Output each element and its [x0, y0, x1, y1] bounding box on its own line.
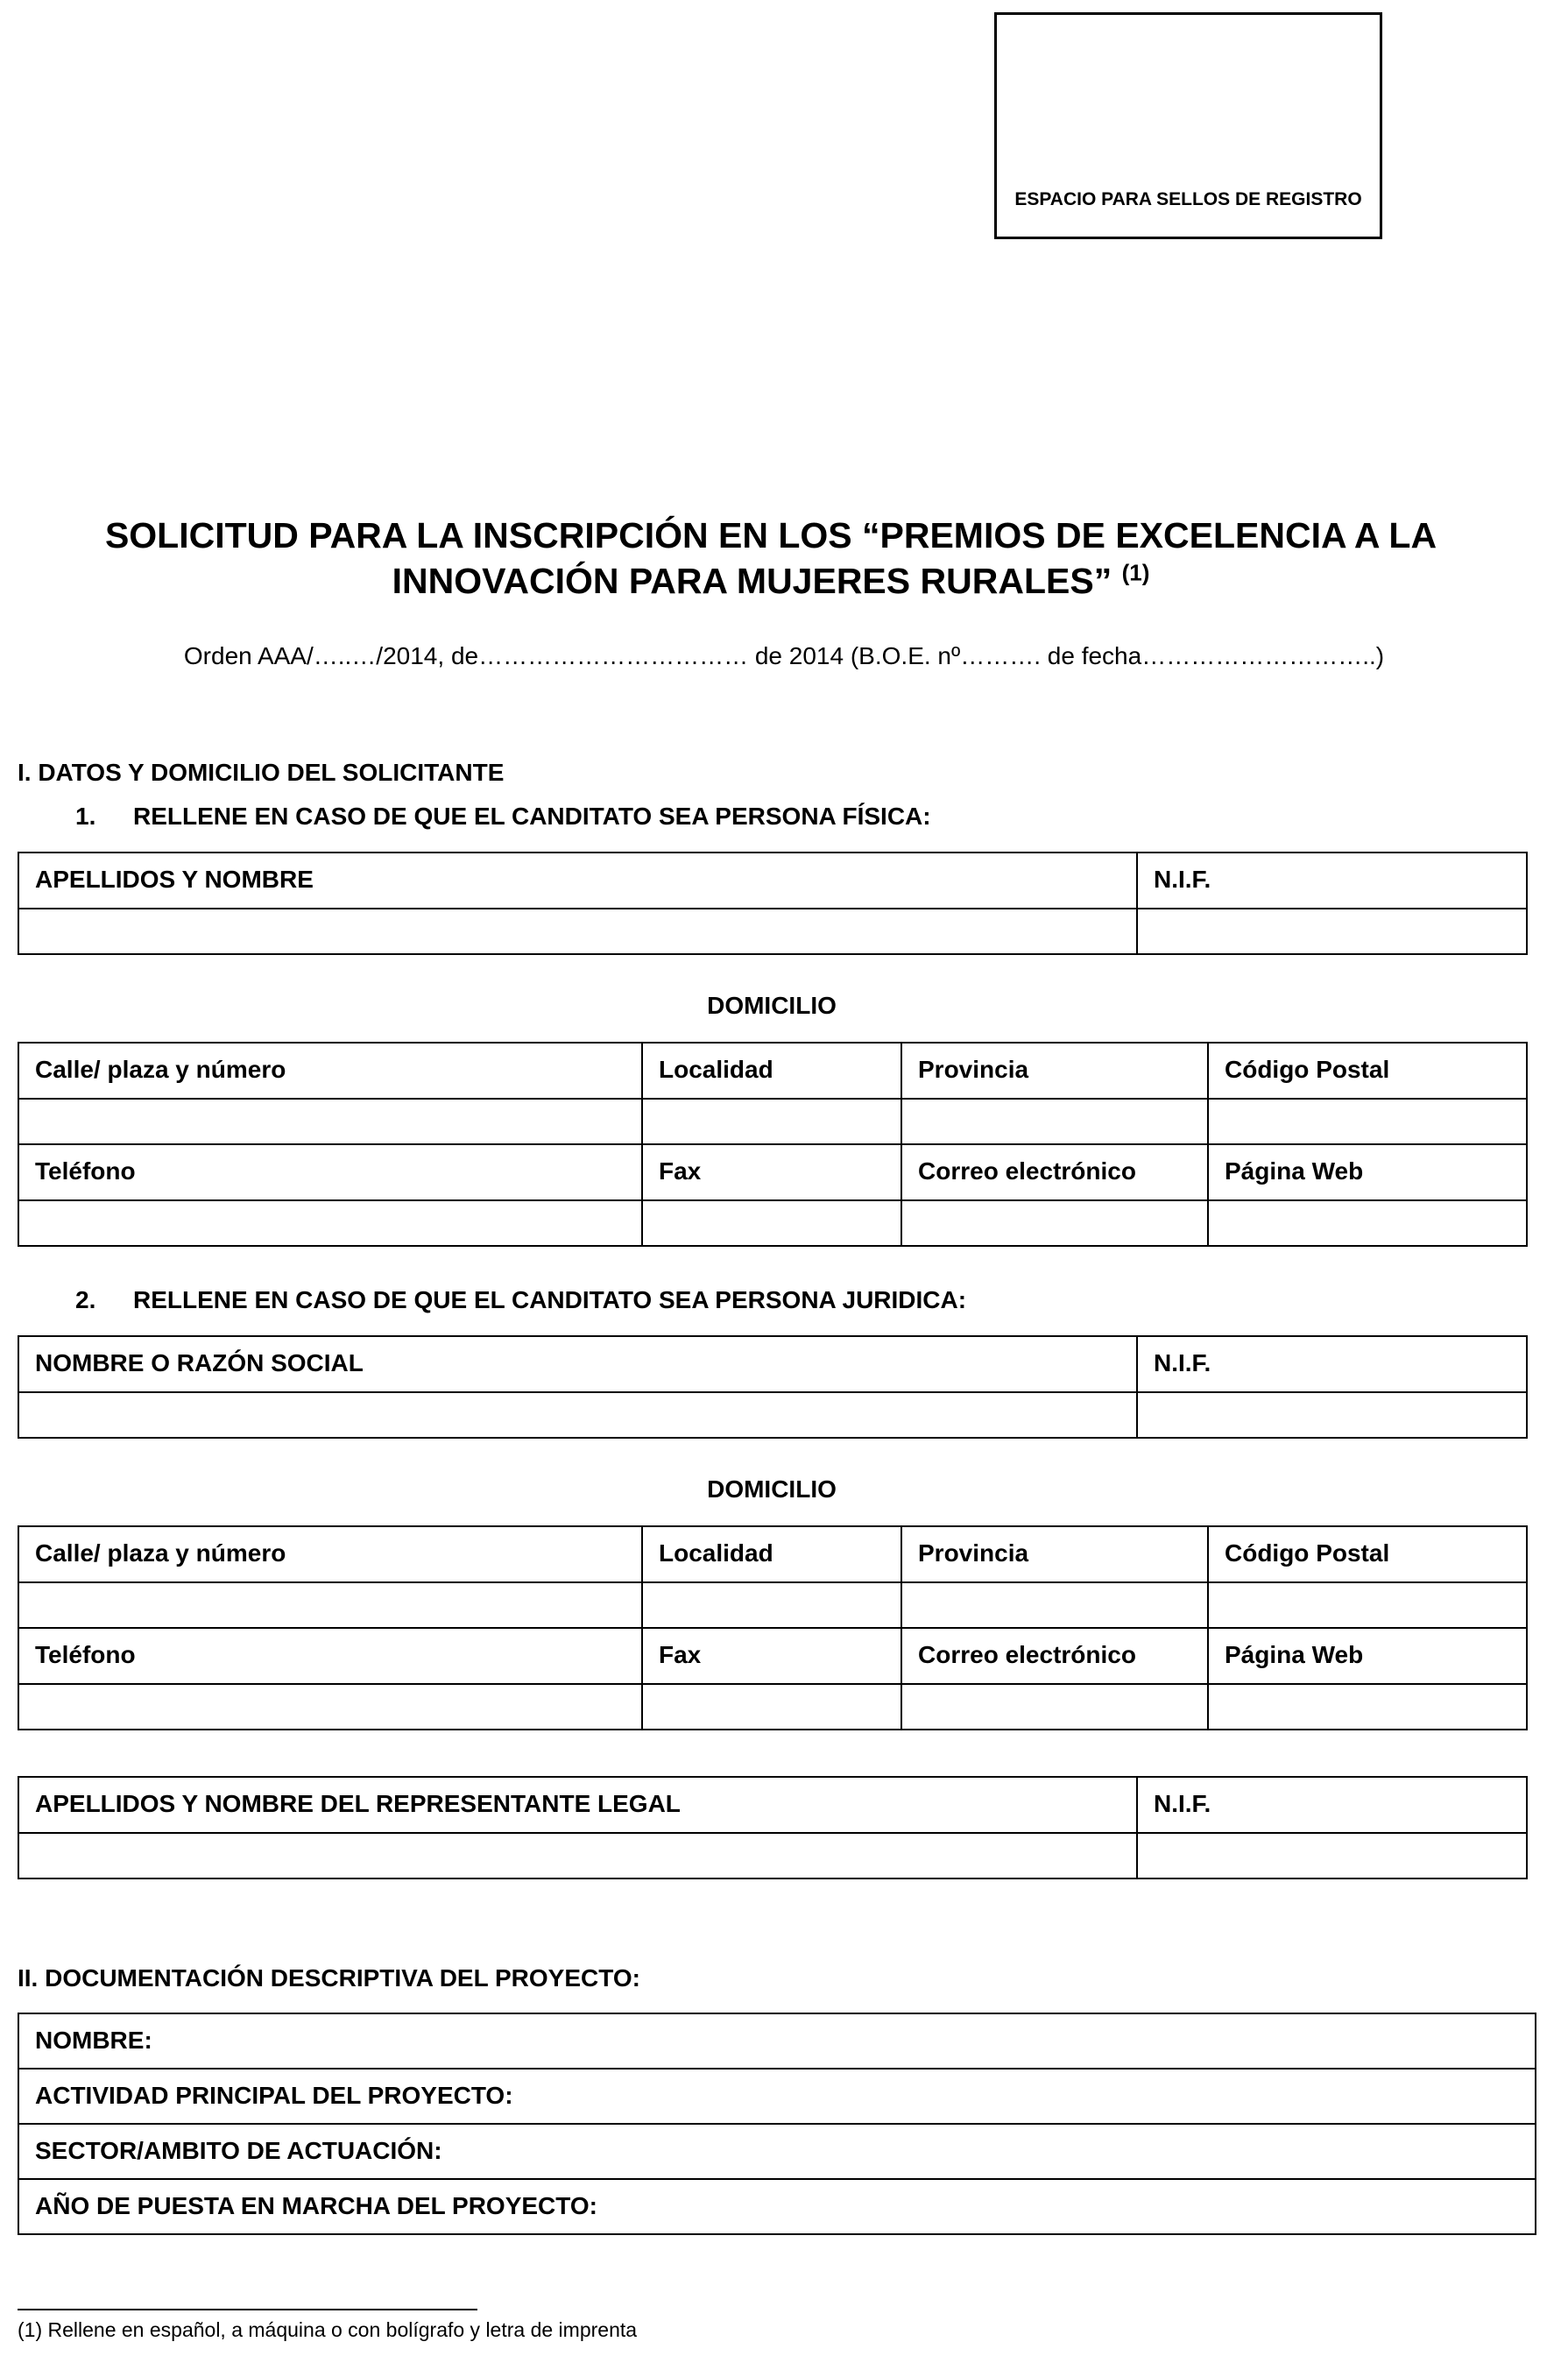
juridica-name-field[interactable]	[18, 1392, 1137, 1438]
juridica-locality-label: Localidad	[642, 1526, 901, 1582]
section-1-heading: I. DATOS Y DOMICILIO DEL SOLICITANTE	[18, 759, 505, 786]
representative-name-field[interactable]	[18, 1833, 1137, 1878]
juridica-street-field[interactable]	[18, 1582, 642, 1628]
fisica-province-label: Provincia	[901, 1043, 1208, 1099]
footnote-reference: (1)	[1121, 559, 1150, 586]
fisica-name-field[interactable]	[18, 909, 1137, 954]
fisica-website-field[interactable]	[1208, 1200, 1527, 1246]
legal-representative-table	[18, 1776, 1528, 1879]
juridica-domicilio-label: DOMICILIO	[707, 1475, 837, 1503]
fisica-street-field[interactable]	[18, 1099, 642, 1144]
juridica-nif-field[interactable]	[1137, 1392, 1527, 1438]
fisica-name-table	[18, 852, 1528, 955]
footnote-divider	[18, 2309, 477, 2310]
project-documentation-table	[18, 2013, 1536, 2235]
juridica-email-label: Correo electrónico	[901, 1628, 1208, 1684]
project-name-field[interactable]: NOMBRE:	[18, 2013, 1536, 2069]
title-line-2	[96, 558, 1445, 604]
fisica-heading-text: RELLENE EN CASO DE QUE EL CANDITATO SEA PERSONA FÍSICA:	[133, 803, 931, 830]
fisica-fax-field[interactable]	[642, 1200, 901, 1246]
juridica-street-label: Calle/ plaza y número	[18, 1526, 642, 1582]
juridica-locality-field[interactable]	[642, 1582, 901, 1628]
fisica-email-label: Correo electrónico	[901, 1144, 1208, 1200]
fisica-fax-label: Fax	[642, 1144, 901, 1200]
fisica-phone-field[interactable]	[18, 1200, 642, 1246]
fisica-province-field[interactable]	[901, 1099, 1208, 1144]
juridica-name-table	[18, 1335, 1528, 1439]
juridica-website-field[interactable]	[1208, 1684, 1527, 1730]
footnote: (1) Rellene en español, a máquina o con bolígrafo y letra de imprenta	[18, 2318, 638, 2341]
juridica-phone-field[interactable]	[18, 1684, 642, 1730]
juridica-website-label: Página Web	[1208, 1628, 1527, 1684]
title-line-1: SOLICITUD PARA LA INSCRIPCIÓN EN LOS “PREMIOS DE EXCELENCIA A LA	[104, 515, 1437, 555]
juridica-postal-code-label: Código Postal	[1208, 1526, 1527, 1582]
juridica-fax-label: Fax	[642, 1628, 901, 1684]
fisica-email-field[interactable]	[901, 1200, 1208, 1246]
fisica-website-label: Página Web	[1208, 1144, 1527, 1200]
juridica-email-field[interactable]	[901, 1684, 1208, 1730]
fisica-phone-label: Teléfono	[18, 1144, 642, 1200]
fisica-domicilio-table	[18, 1042, 1528, 1247]
representative-nif-field[interactable]	[1137, 1833, 1527, 1878]
representative-name-label: APELLIDOS Y NOMBRE DEL REPRESENTANTE LEGAL	[18, 1777, 1137, 1833]
juridica-nif-label: N.I.F.	[1137, 1336, 1527, 1392]
juridica-province-label: Provincia	[901, 1526, 1208, 1582]
registry-stamp-box	[994, 12, 1382, 239]
juridica-phone-label: Teléfono	[18, 1628, 642, 1684]
stamp-box-label: ESPACIO PARA SELLOS DE REGISTRO	[1014, 189, 1362, 209]
representative-nif-label: N.I.F.	[1137, 1777, 1527, 1833]
fisica-postal-code-field[interactable]	[1208, 1099, 1527, 1144]
fisica-street-label: Calle/ plaza y número	[18, 1043, 642, 1099]
juridica-province-field[interactable]	[901, 1582, 1208, 1628]
project-main-activity-field[interactable]: ACTIVIDAD PRINCIPAL DEL PROYECTO:	[18, 2069, 1536, 2124]
juridica-name-label: NOMBRE O RAZÓN SOCIAL	[18, 1336, 1137, 1392]
fisica-postal-code-label: Código Postal	[1208, 1043, 1527, 1099]
fisica-locality-label: Localidad	[642, 1043, 901, 1099]
juridica-heading	[75, 1286, 966, 1314]
juridica-domicilio-table	[18, 1525, 1528, 1730]
project-sector-field[interactable]: SECTOR/AMBITO DE ACTUACIÓN:	[18, 2124, 1536, 2179]
juridica-heading-text: RELLENE EN CASO DE QUE EL CANDITATO SEA PERSONA JURIDICA:	[133, 1286, 967, 1313]
section-2-heading: II. DOCUMENTACIÓN DESCRIPTIVA DEL PROYECTO:	[18, 1964, 640, 1992]
fisica-nif-label: N.I.F.	[1137, 853, 1527, 909]
fisica-name-label: APELLIDOS Y NOMBRE	[18, 853, 1137, 909]
project-start-year-field[interactable]: AÑO DE PUESTA EN MARCHA DEL PROYECTO:	[18, 2179, 1536, 2234]
orden-reference: Orden AAA/…..…/2014, de…………………………… de 2014 (B.O.E. nº………. de fecha………………………..)	[183, 642, 1385, 669]
form-title	[96, 513, 1445, 604]
title-line-2-text: INNOVACIÓN PARA MUJERES RURALES”	[392, 561, 1112, 601]
fisica-heading	[75, 803, 931, 831]
juridica-fax-field[interactable]	[642, 1684, 901, 1730]
juridica-postal-code-field[interactable]	[1208, 1582, 1527, 1628]
fisica-domicilio-label: DOMICILIO	[707, 992, 837, 1019]
fisica-locality-field[interactable]	[642, 1099, 901, 1144]
fisica-number: 1.	[75, 803, 96, 830]
juridica-number: 2.	[75, 1286, 96, 1313]
fisica-nif-field[interactable]	[1137, 909, 1527, 954]
